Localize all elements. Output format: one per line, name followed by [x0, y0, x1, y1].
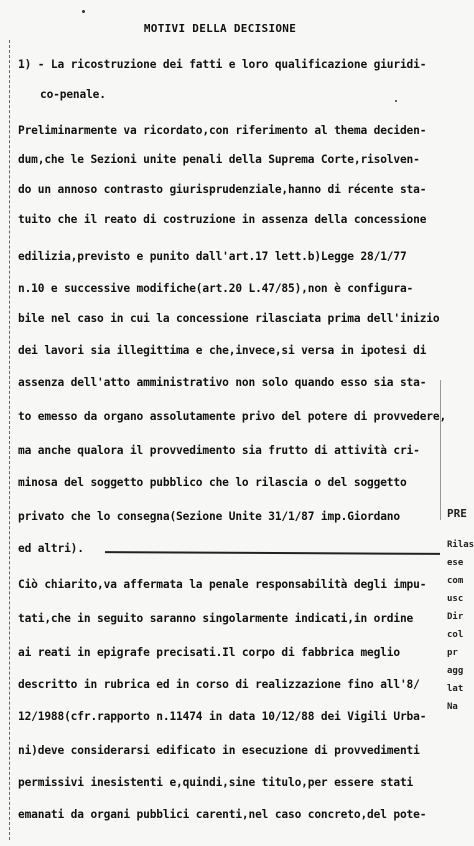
- paragraph-line: edilizia,previsto e punito dall'art.17 lett.b)Legge 28/1/77: [18, 250, 407, 263]
- scan-speck: [395, 100, 397, 102]
- paragraph-line: to emesso da organo assolutamente privo del potere di provvedere,: [18, 410, 447, 423]
- paragraph-line: minosa del soggetto pubblico che lo rilascia o del soggetto: [18, 476, 407, 489]
- section-heading: 1) - La ricostruzione dei fatti e loro qualificazione giuridi-: [18, 58, 427, 71]
- paragraph-line: assenza dell'atto amministrativo non solo quando esso sia sta-: [18, 376, 427, 389]
- section-heading-cont: co-penale.: [40, 88, 106, 101]
- left-margin-line: [9, 40, 10, 840]
- paragraph-line: bile nel caso in cui la concessione rilasciata prima dell'inizio: [18, 312, 440, 325]
- paragraph-line: dei lavori sia illegittima e che,invece,si versa in ipotesi di: [18, 344, 427, 357]
- paragraph-line: Ciò chiarito,va affermata la penale responsabilità degli impu-: [18, 578, 427, 591]
- paragraph-line: n.10 e successive modifiche(art.20 L.47/85),non è configura-: [18, 282, 414, 295]
- closing-underline: [105, 551, 440, 555]
- paragraph-line: dum,che le Sezioni unite penali della Suprema Corte,risolven-: [18, 153, 420, 166]
- paragraph-line: ma anche qualora il provvedimento sia frutto di attività cri-: [18, 444, 420, 457]
- paragraph-line: 12/1988(cfr.rapporto n.11474 in data 10/12/88 dei Vigili Urba-: [18, 710, 427, 723]
- margin-fragment: agg: [447, 666, 464, 676]
- right-edge-line: [440, 380, 441, 520]
- margin-fragment: usc: [447, 594, 464, 604]
- margin-fragment: Dir: [447, 612, 464, 622]
- paragraph-line: emanati da organi pubblici carenti,nel caso concreto,del pote-: [18, 808, 427, 821]
- page-title: MOTIVI DELLA DECISIONE: [143, 22, 297, 35]
- margin-fragment: lat: [447, 684, 464, 694]
- paragraph-line: ai reati in epigrafe precisati.Il corpo di fabbrica meglio: [18, 646, 400, 659]
- margin-fragment: Na: [447, 702, 458, 712]
- margin-fragment: ese: [447, 558, 464, 568]
- scan-speck: [82, 10, 85, 13]
- paragraph-line: tati,che in seguito saranno singolarmente indicati,in ordine: [18, 612, 414, 625]
- paragraph-line: privato che lo consegna(Sezione Unite 31/1/87 imp.Giordano: [18, 510, 400, 523]
- margin-fragment: PRE: [447, 507, 467, 520]
- margin-fragment: pr: [447, 648, 458, 658]
- margin-fragment: col: [447, 630, 464, 640]
- paragraph-line: ni)deve considerarsi edificato in esecuzione di provvedimenti: [18, 744, 420, 757]
- margin-fragment: Rilas: [447, 540, 474, 550]
- paragraph-line: do un annoso contrasto giurisprudenziale,hanno di récente sta-: [18, 183, 427, 196]
- margin-fragment: com: [447, 576, 464, 586]
- paragraph-line: permissivi inesistenti e,quindi,sine titulo,per essere stati: [18, 776, 414, 789]
- paragraph-line: Preliminarmente va ricordato,con riferimento al thema deciden-: [18, 124, 427, 137]
- paragraph-line: descritto in rubrica ed in corso di realizzazione fino all'8/: [18, 678, 420, 691]
- paragraph-line: tuito che il reato di costruzione in assenza della concessione: [18, 213, 427, 226]
- paragraph-line: ed altri).: [18, 542, 84, 555]
